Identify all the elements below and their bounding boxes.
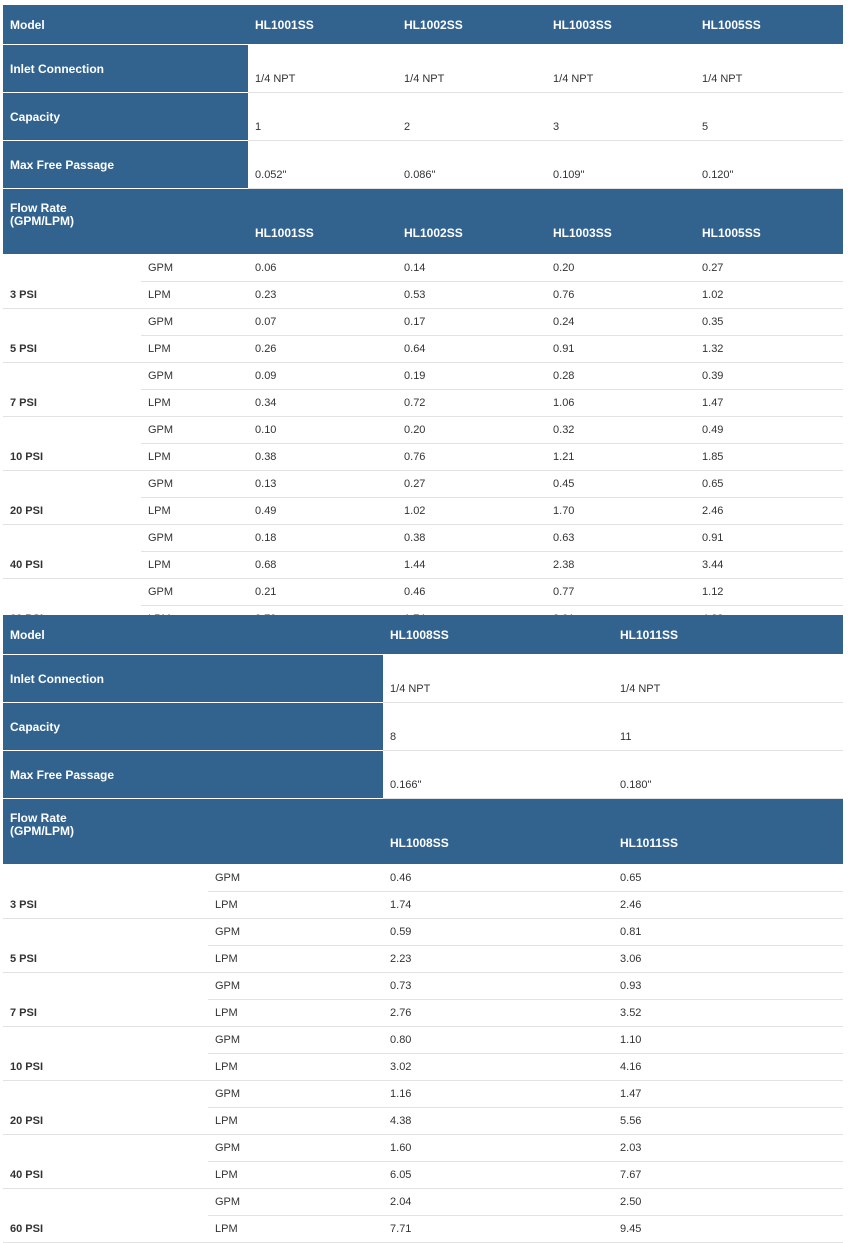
unit-label: GPM — [141, 579, 248, 606]
flow-value-lpm: 3.02 — [383, 1054, 613, 1081]
unit-label: GPM — [141, 525, 248, 552]
inlet-label: Inlet Connection — [3, 655, 383, 703]
flow-row-lpm — [3, 1108, 843, 1135]
flow-value-gpm: 0.49 — [695, 417, 843, 444]
model-name: HL1001SS — [248, 189, 397, 255]
flow-value-lpm: 0.64 — [397, 336, 546, 363]
flow-row-gpm — [3, 1081, 843, 1108]
flow-rate-header-row — [3, 189, 843, 255]
psi-cell — [3, 865, 208, 892]
model-label: Model — [3, 5, 248, 45]
psi-cell — [3, 919, 208, 946]
flow-value-gpm: 0.09 — [248, 363, 397, 390]
flow-value-gpm: 0.20 — [397, 417, 546, 444]
capacity-label: Capacity — [3, 703, 383, 751]
psi-cell — [3, 1189, 208, 1216]
flow-value-lpm: 0.76 — [546, 282, 695, 309]
flow-value-gpm: 0.46 — [383, 865, 613, 892]
flow-value-lpm: 7.67 — [613, 1162, 843, 1189]
unit-label: LPM — [208, 1216, 383, 1243]
flow-row-gpm — [3, 471, 843, 498]
flow-value-gpm: 0.38 — [397, 525, 546, 552]
model-name: HL1005SS — [695, 189, 843, 255]
inlet-value: 1/4 NPT — [546, 45, 695, 93]
passage-value: 0.109" — [546, 141, 695, 189]
flow-row-lpm — [3, 498, 843, 525]
flow-rate-label-line2: (GPM/LPM) — [10, 214, 74, 228]
flow-value-gpm: 0.91 — [695, 525, 843, 552]
spec-table-2 — [3, 615, 843, 1243]
flow-value-lpm: 3.44 — [695, 552, 843, 579]
flow-value-gpm: 2.03 — [613, 1135, 843, 1162]
unit-label: LPM — [141, 444, 248, 471]
flow-value-gpm: 1.60 — [383, 1135, 613, 1162]
flow-row-gpm — [3, 363, 843, 390]
inlet-value: 1/4 NPT — [613, 655, 843, 703]
flow-row-lpm — [3, 1054, 843, 1081]
unit-label: GPM — [141, 417, 248, 444]
psi-cell — [3, 1027, 208, 1054]
flow-value-lpm: 4.38 — [383, 1108, 613, 1135]
flow-value-lpm: 1.32 — [695, 336, 843, 363]
spec-table-2-flow — [3, 865, 843, 1243]
flow-value-lpm: 2.76 — [383, 1000, 613, 1027]
psi-label: 10 PSI — [3, 1054, 208, 1081]
flow-value-gpm: 0.14 — [397, 255, 546, 282]
inlet-value: 1/4 NPT — [383, 655, 613, 703]
flow-row-lpm — [3, 1216, 843, 1243]
flow-value-gpm: 0.63 — [546, 525, 695, 552]
flow-value-gpm: 1.10 — [613, 1027, 843, 1054]
flow-value-gpm: 0.18 — [248, 525, 397, 552]
capacity-label: Capacity — [3, 93, 248, 141]
model-name: HL1001SS — [248, 5, 397, 45]
model-name: HL1002SS — [397, 5, 546, 45]
flow-rate-label-line1: Flow Rate — [10, 201, 67, 215]
flow-rate-label — [3, 189, 248, 255]
flow-value-gpm: 0.46 — [397, 579, 546, 606]
flow-row-lpm — [3, 282, 843, 309]
unit-label: LPM — [141, 498, 248, 525]
flow-row-gpm — [3, 417, 843, 444]
unit-label: LPM — [208, 946, 383, 973]
unit-label: LPM — [208, 1000, 383, 1027]
flow-value-lpm: 0.34 — [248, 390, 397, 417]
flow-value-lpm: 1.44 — [397, 552, 546, 579]
unit-label: GPM — [141, 471, 248, 498]
psi-label: 5 PSI — [3, 946, 208, 973]
capacity-row — [3, 93, 843, 141]
spec-table-1-header — [3, 5, 843, 255]
capacity-value: 5 — [695, 93, 843, 141]
psi-label: 7 PSI — [3, 1000, 208, 1027]
flow-value-lpm: 1.70 — [546, 498, 695, 525]
flow-row-lpm — [3, 1162, 843, 1189]
psi-label: 40 PSI — [3, 1162, 208, 1189]
model-name: HL1003SS — [546, 189, 695, 255]
flow-rate-label — [3, 799, 383, 865]
psi-label: 3 PSI — [3, 282, 141, 309]
flow-value-lpm: 0.68 — [248, 552, 397, 579]
passage-label: Max Free Passage — [3, 751, 383, 799]
flow-rate-header-row — [3, 799, 843, 865]
psi-label: 40 PSI — [3, 552, 141, 579]
capacity-value: 11 — [613, 703, 843, 751]
flow-value-gpm: 0.19 — [397, 363, 546, 390]
flow-value-lpm: 1.85 — [695, 444, 843, 471]
unit-label: LPM — [208, 1108, 383, 1135]
psi-cell — [3, 417, 141, 444]
model-name: HL1011SS — [613, 615, 843, 655]
flow-row-gpm — [3, 255, 843, 282]
capacity-row — [3, 703, 843, 751]
flow-value-gpm: 0.93 — [613, 973, 843, 1000]
psi-label: 20 PSI — [3, 1108, 208, 1135]
inlet-value: 1/4 NPT — [248, 45, 397, 93]
psi-cell — [3, 579, 141, 606]
model-row — [3, 5, 843, 45]
flow-value-lpm: 4.16 — [613, 1054, 843, 1081]
flow-value-gpm: 0.35 — [695, 309, 843, 336]
flow-row-gpm — [3, 1027, 843, 1054]
flow-value-gpm: 0.80 — [383, 1027, 613, 1054]
flow-value-lpm: 9.45 — [613, 1216, 843, 1243]
unit-label: LPM — [208, 1054, 383, 1081]
flow-value-gpm: 1.12 — [695, 579, 843, 606]
flow-row-lpm — [3, 336, 843, 363]
psi-cell — [3, 255, 141, 282]
flow-value-lpm: 1.21 — [546, 444, 695, 471]
unit-label: GPM — [208, 973, 383, 1000]
flow-value-lpm: 3.06 — [613, 946, 843, 973]
psi-label: 3 PSI — [3, 892, 208, 919]
flow-value-gpm: 0.06 — [248, 255, 397, 282]
unit-label: GPM — [208, 919, 383, 946]
model-name: HL1005SS — [695, 5, 843, 45]
flow-value-lpm: 0.76 — [397, 444, 546, 471]
spec-table-1 — [3, 5, 843, 633]
capacity-value: 2 — [397, 93, 546, 141]
model-name: HL1003SS — [546, 5, 695, 45]
flow-value-gpm: 0.17 — [397, 309, 546, 336]
capacity-value: 1 — [248, 93, 397, 141]
flow-value-lpm: 0.26 — [248, 336, 397, 363]
flow-value-gpm: 0.10 — [248, 417, 397, 444]
psi-label: 10 PSI — [3, 444, 141, 471]
spec-table-1-flow — [3, 255, 843, 633]
flow-value-lpm: 0.49 — [248, 498, 397, 525]
flow-value-gpm: 0.20 — [546, 255, 695, 282]
model-name: HL1008SS — [383, 799, 613, 865]
unit-label: GPM — [208, 1189, 383, 1216]
passage-value: 0.052" — [248, 141, 397, 189]
inlet-value: 1/4 NPT — [695, 45, 843, 93]
flow-value-lpm: 1.47 — [695, 390, 843, 417]
flow-rate-label-line1: Flow Rate — [10, 811, 67, 825]
psi-label: 7 PSI — [3, 390, 141, 417]
flow-row-lpm — [3, 1000, 843, 1027]
flow-value-lpm: 2.23 — [383, 946, 613, 973]
flow-value-gpm: 1.16 — [383, 1081, 613, 1108]
flow-value-lpm: 2.38 — [546, 552, 695, 579]
inlet-row — [3, 655, 843, 703]
flow-value-gpm: 0.28 — [546, 363, 695, 390]
flow-value-gpm: 0.77 — [546, 579, 695, 606]
flow-value-gpm: 2.04 — [383, 1189, 613, 1216]
flow-value-lpm: 1.06 — [546, 390, 695, 417]
flow-row-lpm — [3, 390, 843, 417]
passage-label: Max Free Passage — [3, 141, 248, 189]
flow-value-lpm: 0.72 — [397, 390, 546, 417]
flow-rate-label-line2: (GPM/LPM) — [10, 824, 74, 838]
passage-value: 0.120" — [695, 141, 843, 189]
psi-label: 5 PSI — [3, 336, 141, 363]
unit-label: LPM — [141, 552, 248, 579]
psi-cell — [3, 1135, 208, 1162]
capacity-value: 8 — [383, 703, 613, 751]
flow-value-lpm: 2.46 — [613, 892, 843, 919]
flow-value-lpm: 7.71 — [383, 1216, 613, 1243]
passage-value: 0.180" — [613, 751, 843, 799]
unit-label: LPM — [208, 892, 383, 919]
inlet-label: Inlet Connection — [3, 45, 248, 93]
unit-label: LPM — [141, 282, 248, 309]
psi-cell — [3, 471, 141, 498]
psi-cell — [3, 973, 208, 1000]
flow-row-lpm — [3, 552, 843, 579]
flow-value-gpm: 2.50 — [613, 1189, 843, 1216]
flow-value-lpm: 2.46 — [695, 498, 843, 525]
flow-value-lpm: 1.02 — [397, 498, 546, 525]
flow-value-gpm: 0.13 — [248, 471, 397, 498]
psi-cell — [3, 363, 141, 390]
flow-value-lpm: 1.02 — [695, 282, 843, 309]
flow-value-lpm: 0.38 — [248, 444, 397, 471]
unit-label: GPM — [208, 1135, 383, 1162]
flow-row-lpm — [3, 946, 843, 973]
flow-row-gpm — [3, 1135, 843, 1162]
flow-row-gpm — [3, 865, 843, 892]
flow-row-lpm — [3, 444, 843, 471]
flow-value-gpm: 0.27 — [695, 255, 843, 282]
unit-label: GPM — [141, 363, 248, 390]
unit-label: GPM — [141, 255, 248, 282]
flow-value-gpm: 0.07 — [248, 309, 397, 336]
unit-label: LPM — [208, 1162, 383, 1189]
psi-cell — [3, 1081, 208, 1108]
flow-value-gpm: 0.65 — [613, 865, 843, 892]
inlet-value: 1/4 NPT — [397, 45, 546, 93]
flow-value-lpm: 6.05 — [383, 1162, 613, 1189]
flow-value-gpm: 0.21 — [248, 579, 397, 606]
psi-cell — [3, 525, 141, 552]
inlet-row — [3, 45, 843, 93]
model-name: HL1008SS — [383, 615, 613, 655]
flow-value-gpm: 0.45 — [546, 471, 695, 498]
psi-cell — [3, 309, 141, 336]
flow-row-gpm — [3, 579, 843, 606]
passage-row — [3, 751, 843, 799]
flow-row-lpm — [3, 892, 843, 919]
flow-value-lpm: 5.56 — [613, 1108, 843, 1135]
passage-value: 0.086" — [397, 141, 546, 189]
passage-value: 0.166" — [383, 751, 613, 799]
flow-value-lpm: 0.53 — [397, 282, 546, 309]
unit-label: GPM — [141, 309, 248, 336]
flow-value-gpm: 0.32 — [546, 417, 695, 444]
flow-row-gpm — [3, 1189, 843, 1216]
flow-row-gpm — [3, 309, 843, 336]
model-label: Model — [3, 615, 383, 655]
flow-value-gpm: 0.59 — [383, 919, 613, 946]
flow-value-gpm: 0.73 — [383, 973, 613, 1000]
passage-row — [3, 141, 843, 189]
flow-value-gpm: 1.47 — [613, 1081, 843, 1108]
flow-value-gpm: 0.81 — [613, 919, 843, 946]
capacity-value: 3 — [546, 93, 695, 141]
spec-table-2-header — [3, 615, 843, 865]
unit-label: GPM — [208, 1081, 383, 1108]
flow-value-lpm: 0.23 — [248, 282, 397, 309]
model-row — [3, 615, 843, 655]
model-name: HL1002SS — [397, 189, 546, 255]
flow-value-gpm: 0.24 — [546, 309, 695, 336]
flow-value-lpm: 0.91 — [546, 336, 695, 363]
flow-row-gpm — [3, 525, 843, 552]
unit-label: GPM — [208, 1027, 383, 1054]
model-name: HL1011SS — [613, 799, 843, 865]
psi-label: 20 PSI — [3, 498, 141, 525]
unit-label: LPM — [141, 336, 248, 363]
flow-row-gpm — [3, 973, 843, 1000]
flow-row-gpm — [3, 919, 843, 946]
flow-value-gpm: 0.65 — [695, 471, 843, 498]
psi-label: 60 PSI — [3, 1216, 208, 1243]
unit-label: GPM — [208, 865, 383, 892]
flow-value-lpm: 3.52 — [613, 1000, 843, 1027]
unit-label: LPM — [141, 390, 248, 417]
flow-value-lpm: 1.74 — [383, 892, 613, 919]
flow-value-gpm: 0.27 — [397, 471, 546, 498]
flow-value-gpm: 0.39 — [695, 363, 843, 390]
